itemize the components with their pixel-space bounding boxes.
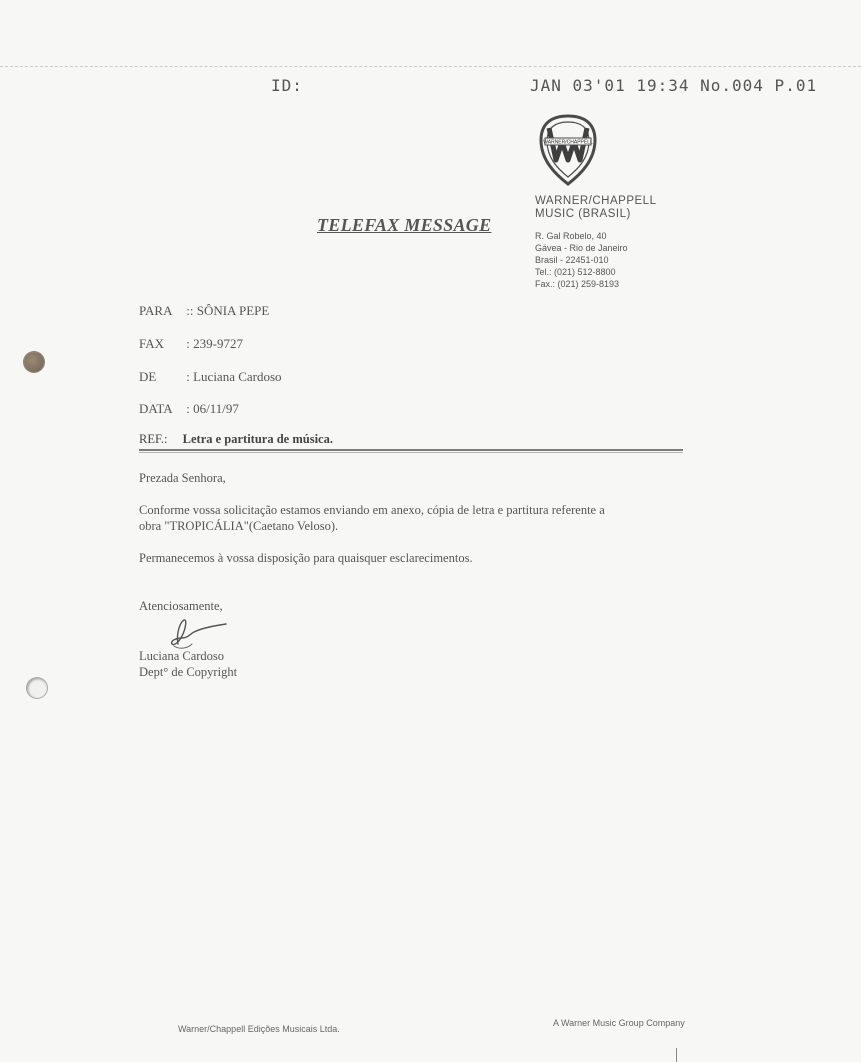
punch-hole xyxy=(24,352,44,372)
document-title: TELEFAX MESSAGE xyxy=(317,215,492,235)
field-fax-value: : 239-9727 xyxy=(186,336,243,351)
field-para-value: :: SÔNIA PEPE xyxy=(186,303,270,318)
signer-department: Dept° de Copyright xyxy=(139,665,238,679)
svg-text:WARNER/CHAPPELL: WARNER/CHAPPELL xyxy=(543,139,593,146)
company-name-line2: MUSIC (BRASIL) xyxy=(535,208,631,220)
field-fax xyxy=(139,336,243,352)
reference-label: REF.: xyxy=(139,432,168,446)
warner-chappell-shield-logo xyxy=(537,114,599,186)
address-line: Tel.: (021) 512-8800 xyxy=(535,267,616,277)
field-data-label: DATA xyxy=(139,401,173,416)
signer-name: Luciana Cardoso xyxy=(139,649,225,663)
field-para-label: PARA xyxy=(139,303,173,318)
paragraph-1-line-1: Conforme vossa solicitação estamos enviando em anexo, cópia de letra e partitura referente a xyxy=(139,503,605,517)
field-data xyxy=(139,401,239,417)
paragraph-1-line-2: obra "TROPICÁLIA"(Caetano Veloso). xyxy=(139,519,339,533)
greeting: Prezada Senhora, xyxy=(139,471,226,485)
punch-hole xyxy=(27,678,47,698)
paragraph-2: Permanecemos à vossa disposição para quaisquer esclarecimentos. xyxy=(139,551,473,565)
fax-header-id: ID: xyxy=(271,76,303,95)
fax-header-date-line: JAN 03'01 19:34 No.004 P.01 xyxy=(530,76,818,95)
scan-edge-mark xyxy=(676,1048,677,1062)
address-line: Gávea - Rio de Janeiro xyxy=(535,243,628,253)
field-para xyxy=(139,303,269,319)
closing: Atenciosamente, xyxy=(139,599,223,613)
address-line: Brasil - 22451-010 xyxy=(535,255,609,265)
reference-divider-shadow xyxy=(139,452,683,453)
fax-transmission-divider xyxy=(0,66,861,67)
field-de xyxy=(139,369,282,385)
footer-company: Warner/Chappell Edições Musicais Ltda. xyxy=(178,1024,340,1034)
field-fax-label: FAX xyxy=(139,336,165,351)
footer-group: A Warner Music Group Company xyxy=(553,1018,685,1028)
field-de-value: : Luciana Cardoso xyxy=(186,369,282,384)
reference-value: Letra e partitura de música. xyxy=(182,432,333,446)
address-line: Fax.: (021) 259-8193 xyxy=(535,279,620,289)
reference-divider xyxy=(139,449,683,451)
field-de-label: DE xyxy=(139,369,157,384)
company-name-line1: WARNER/CHAPPELL xyxy=(535,195,657,207)
address-line: R. Gal Robelo, 40 xyxy=(535,231,607,241)
field-data-value: : 06/11/97 xyxy=(186,401,239,416)
reference-row xyxy=(139,432,333,447)
